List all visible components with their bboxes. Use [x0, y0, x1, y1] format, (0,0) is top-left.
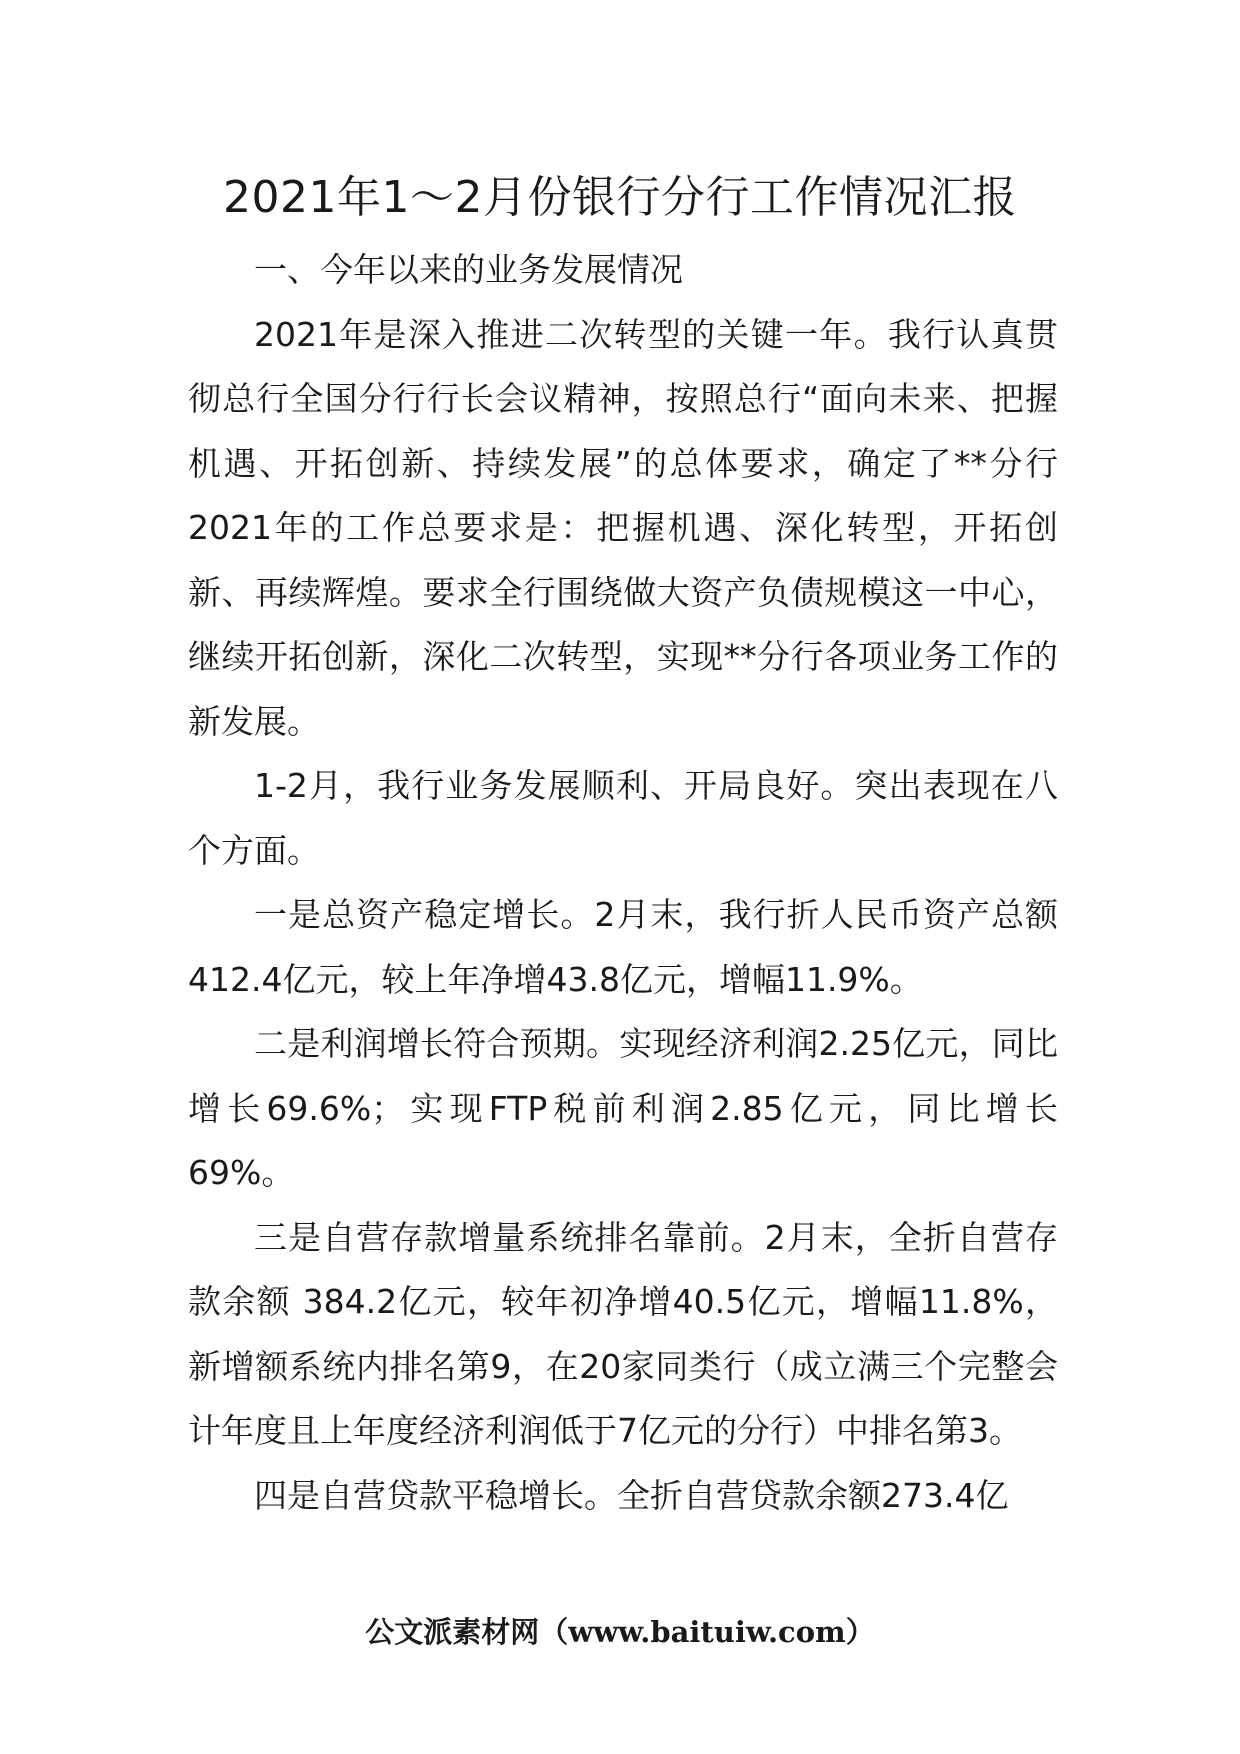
section-heading: 一、今年以来的业务发展情况	[254, 250, 683, 289]
paragraph-deposits: 三是自营存款增量系统排名靠前。2月末，全折自营存款余额 384.2亿元，较年初净增40.5亿元，增幅11.8%，新增额系统内排名第9，在20家同类行（成立满三个完整会计年度且上年度经济利润低于7亿元的分行）中排名第3。	[188, 1217, 1058, 1450]
paragraph-loans: 四是自营贷款平稳增长。全折自营贷款余额273.4亿	[254, 1475, 1009, 1515]
paragraph-total-assets: 一是总资产稳定增长。2月末，我行折人民币资产总额412.4亿元，较上年净增43.8亿元，增幅11.9%。	[188, 895, 1058, 999]
paragraph-intro: 2021年是深入推进二次转型的关键一年。我行认真贯彻总行全国分行行长会议精神，按照总行“面向未来、把握机遇、开拓创新、持续发展”的总体要求，确定了**分行2021年的工作总要求是：把握机遇、深化转型，开拓创新、再续辉煌。要求全行围绕做大资产负债规模这一中心，继续开拓创新，深化二次转型，实现**分行各项业务工作的新发展。	[188, 314, 1058, 741]
document-body	[188, 238, 1058, 1528]
paragraph-overview: 1-2月，我行业务发展顺利、开局良好。突出表现在八个方面。	[188, 766, 1058, 870]
document-title: 2021年1～2月份银行分行工作情况汇报	[223, 172, 1017, 223]
paragraph-profit: 二是利润增长符合预期。实现经济利润2.25亿元，同比增长69.6%；实现FTP税前利润2.85亿元，同比增长69%。	[188, 1024, 1058, 1192]
footer-watermark: 公文派素材网（www.baituiw.com）	[365, 1615, 875, 1649]
